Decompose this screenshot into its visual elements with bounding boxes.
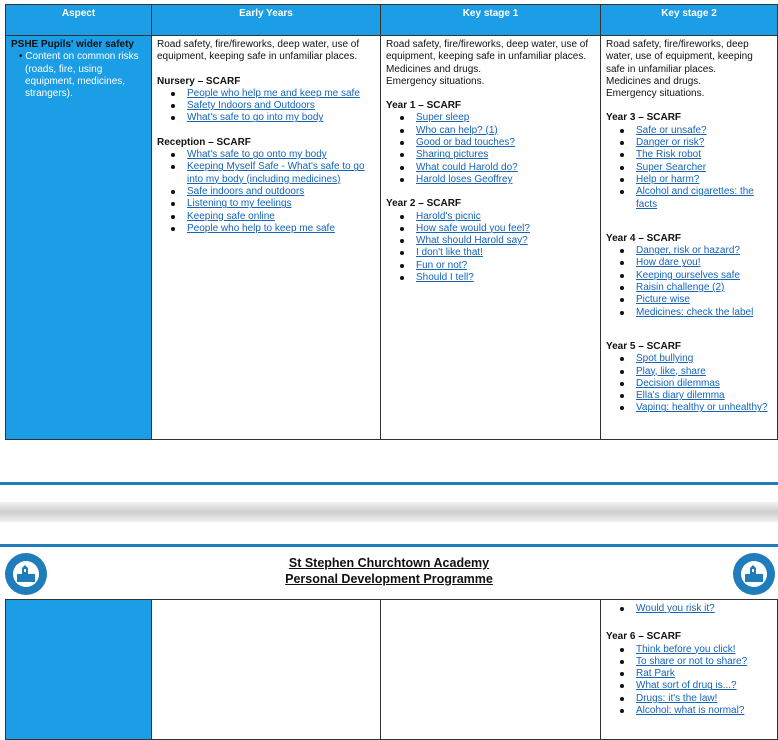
lesson-link[interactable]: Good or bad touches?	[416, 137, 515, 149]
year2-links	[386, 211, 595, 285]
ks1-intro-emergency: Emergency situations.	[386, 75, 485, 87]
header-early-years: Early Years	[152, 5, 381, 36]
lesson-link[interactable]: Super sleep	[416, 112, 470, 124]
list-item	[636, 257, 772, 269]
lesson-link[interactable]: Decision dilemmas	[636, 377, 720, 389]
list-item	[636, 693, 772, 705]
programme-title: Personal Development Programme	[285, 572, 493, 586]
key-stage-2-cell-continued	[601, 600, 778, 740]
lesson-link[interactable]: Keeping Myself Safe - What's safe to go into my body (including medicines)	[187, 161, 365, 185]
lesson-link[interactable]: Fun or not?	[416, 259, 468, 271]
list-item	[416, 260, 595, 272]
key-stage-2-cell	[601, 36, 778, 440]
lesson-link[interactable]: What should Harold say?	[416, 235, 528, 247]
list-item	[636, 378, 772, 390]
ks2-intro: Road safety, fire/fireworks, deep water, use of equipment, keeping safe in unfamiliar places.	[606, 39, 753, 75]
list-item	[636, 282, 772, 294]
header-aspect: Aspect	[6, 5, 152, 36]
list-item	[187, 223, 375, 235]
page-break-band	[0, 502, 778, 522]
lesson-link[interactable]: Safe indoors and outdoors	[187, 185, 305, 197]
lesson-link[interactable]: Picture wise	[636, 294, 690, 306]
list-item	[187, 100, 375, 112]
lesson-link[interactable]: What sort of drug is...?	[636, 680, 737, 692]
list-item	[636, 656, 772, 668]
list-item	[187, 149, 375, 161]
ks1-intro-medicines: Medicines and drugs.	[386, 63, 482, 75]
list-item	[416, 149, 595, 161]
lesson-link[interactable]: Keeping safe online	[187, 210, 275, 222]
lesson-link[interactable]: I don't like that!	[416, 247, 483, 259]
list-item	[416, 272, 595, 284]
aspect-bullet: • Content on common risks (roads, fire, using equipment, medicines, strangers).	[19, 51, 139, 100]
aspect-cell-continued	[6, 600, 152, 740]
lesson-link[interactable]: What's safe to go onto my body	[187, 149, 327, 161]
lesson-link[interactable]: Drugs: it's the law!	[636, 692, 718, 704]
ks1-intro: Road safety, fire/fireworks, deep water, use of equipment, keeping safe in unfamiliar places.	[386, 39, 589, 63]
ks2-intro-emergency: Emergency situations.	[606, 88, 705, 100]
list-item	[187, 211, 375, 223]
list-item	[636, 366, 772, 378]
lesson-link[interactable]: Spot bullying	[636, 353, 694, 365]
lesson-link[interactable]: Danger or risk?	[636, 137, 705, 149]
lesson-link[interactable]: Raisin challenge (2)	[636, 282, 725, 294]
aspect-bullet-text: Content on common risks (roads, fire, using equipment, medicines, strangers).	[25, 51, 139, 100]
list-item	[187, 186, 375, 198]
lesson-link[interactable]: Rat Park	[636, 668, 675, 680]
list-item	[416, 247, 595, 259]
list-item	[636, 603, 772, 615]
list-item	[636, 294, 772, 306]
list-item	[416, 211, 595, 223]
year1-links	[386, 112, 595, 186]
lesson-link[interactable]: Sharing pictures	[416, 149, 489, 161]
reception-links	[157, 149, 375, 235]
list-item	[636, 680, 772, 692]
lesson-link[interactable]: People who help me and keep me safe	[187, 87, 360, 99]
key-stage-1-cell	[381, 36, 601, 440]
lesson-link[interactable]: How safe would you feel?	[416, 222, 530, 234]
aspect-title: PSHE Pupils' wider safety	[11, 39, 134, 50]
lesson-link[interactable]: Vaping: healthy or unhealthy?	[636, 402, 768, 414]
list-item	[636, 137, 772, 149]
list-item	[416, 223, 595, 235]
lesson-link[interactable]: Help or harm?	[636, 173, 700, 185]
list-item	[187, 198, 375, 210]
school-name-title: St Stephen Churchtown Academy	[288, 556, 490, 570]
nursery-heading: Nursery – SCARF	[157, 75, 241, 87]
lesson-link[interactable]: Alcohol: what is normal?	[636, 705, 745, 717]
early-years-cell-continued	[152, 600, 381, 740]
list-item	[636, 705, 772, 717]
list-item	[636, 644, 772, 656]
list-item	[636, 390, 772, 402]
academy-logo-left	[4, 552, 48, 596]
aspect-cell	[6, 36, 152, 440]
nursery-links	[157, 88, 375, 125]
list-item	[416, 125, 595, 137]
list-item	[636, 174, 772, 186]
list-item	[636, 149, 772, 161]
lesson-link[interactable]: Super Searcher	[636, 161, 707, 173]
list-item	[416, 112, 595, 124]
lesson-link[interactable]: Who can help? (1)	[416, 124, 498, 136]
list-item	[636, 353, 772, 365]
list-item	[416, 162, 595, 174]
lesson-link[interactable]: Safe or unsafe?	[636, 124, 707, 136]
lesson-link[interactable]: What's safe to go into my body	[187, 112, 324, 124]
list-item	[636, 245, 772, 257]
list-item	[636, 125, 772, 137]
early-years-intro: Road safety, fire/fireworks, deep water, use of equipment, keeping safe in unfamiliar places.	[157, 39, 360, 63]
year6-links	[606, 644, 772, 718]
year1-heading: Year 1 – SCARF	[386, 100, 462, 112]
list-item	[636, 162, 772, 174]
list-item	[636, 402, 772, 414]
lesson-link[interactable]: Think before you click!	[636, 643, 736, 655]
lesson-link[interactable]: To share or not to share?	[636, 655, 748, 667]
year5-links	[606, 353, 772, 414]
lesson-link[interactable]: Safety Indoors and Outdoors	[187, 100, 315, 112]
early-years-cell	[152, 36, 381, 440]
lesson-link[interactable]: Medicines: check the label	[636, 306, 754, 318]
lesson-link[interactable]: What could Harold do?	[416, 161, 518, 173]
list-item	[416, 137, 595, 149]
page-header-rule	[0, 544, 778, 547]
lesson-link[interactable]: The Risk robot	[636, 149, 702, 161]
year6-heading: Year 6 – SCARF	[606, 631, 682, 643]
year3-heading: Year 3 – SCARF	[606, 112, 682, 124]
lesson-link[interactable]: How dare you!	[636, 257, 701, 269]
lesson-link[interactable]: Play, like, share	[636, 365, 706, 377]
list-item	[636, 270, 772, 282]
lesson-link[interactable]: Harold loses Geoffrey	[416, 173, 513, 185]
lesson-link[interactable]: Listening to my feelings	[187, 198, 292, 210]
lesson-link[interactable]: Danger, risk or hazard?	[636, 245, 740, 257]
list-item	[187, 161, 375, 186]
list-item	[416, 174, 595, 186]
list-item	[636, 668, 772, 680]
list-item	[416, 235, 595, 247]
year5-heading: Year 5 – SCARF	[606, 340, 682, 352]
lesson-link[interactable]: Alcohol and cigarettes: the facts	[636, 186, 754, 210]
year5-links-continued	[606, 603, 772, 615]
page-footer-rule	[0, 482, 778, 485]
header-key-stage-1: Key stage 1	[381, 5, 601, 36]
key-stage-1-cell-continued	[381, 600, 601, 740]
lesson-link[interactable]: Would you risk it?	[636, 603, 715, 614]
year3-links	[606, 125, 772, 211]
header-key-stage-2: Key stage 2	[601, 5, 778, 36]
year4-heading: Year 4 – SCARF	[606, 232, 682, 244]
year4-links	[606, 245, 772, 319]
list-item	[636, 307, 772, 319]
lesson-link[interactable]: Should I tell?	[416, 272, 474, 284]
lesson-link[interactable]: People who help to keep me safe	[187, 222, 335, 234]
lesson-link[interactable]: Keeping ourselves safe	[636, 269, 740, 281]
list-item	[636, 186, 772, 211]
year2-heading: Year 2 – SCARF	[386, 198, 462, 210]
list-item	[187, 88, 375, 100]
academy-logo-right	[732, 552, 776, 596]
lesson-link[interactable]: Harold's picnic	[416, 210, 481, 222]
reception-heading: Reception – SCARF	[157, 136, 251, 148]
ks2-intro-medicines: Medicines and drugs.	[606, 75, 702, 87]
safety-curriculum-table	[5, 4, 778, 440]
list-item	[187, 112, 375, 124]
safety-curriculum-table-continued	[5, 599, 778, 740]
lesson-link[interactable]: Ella's diary dilemma	[636, 390, 725, 402]
